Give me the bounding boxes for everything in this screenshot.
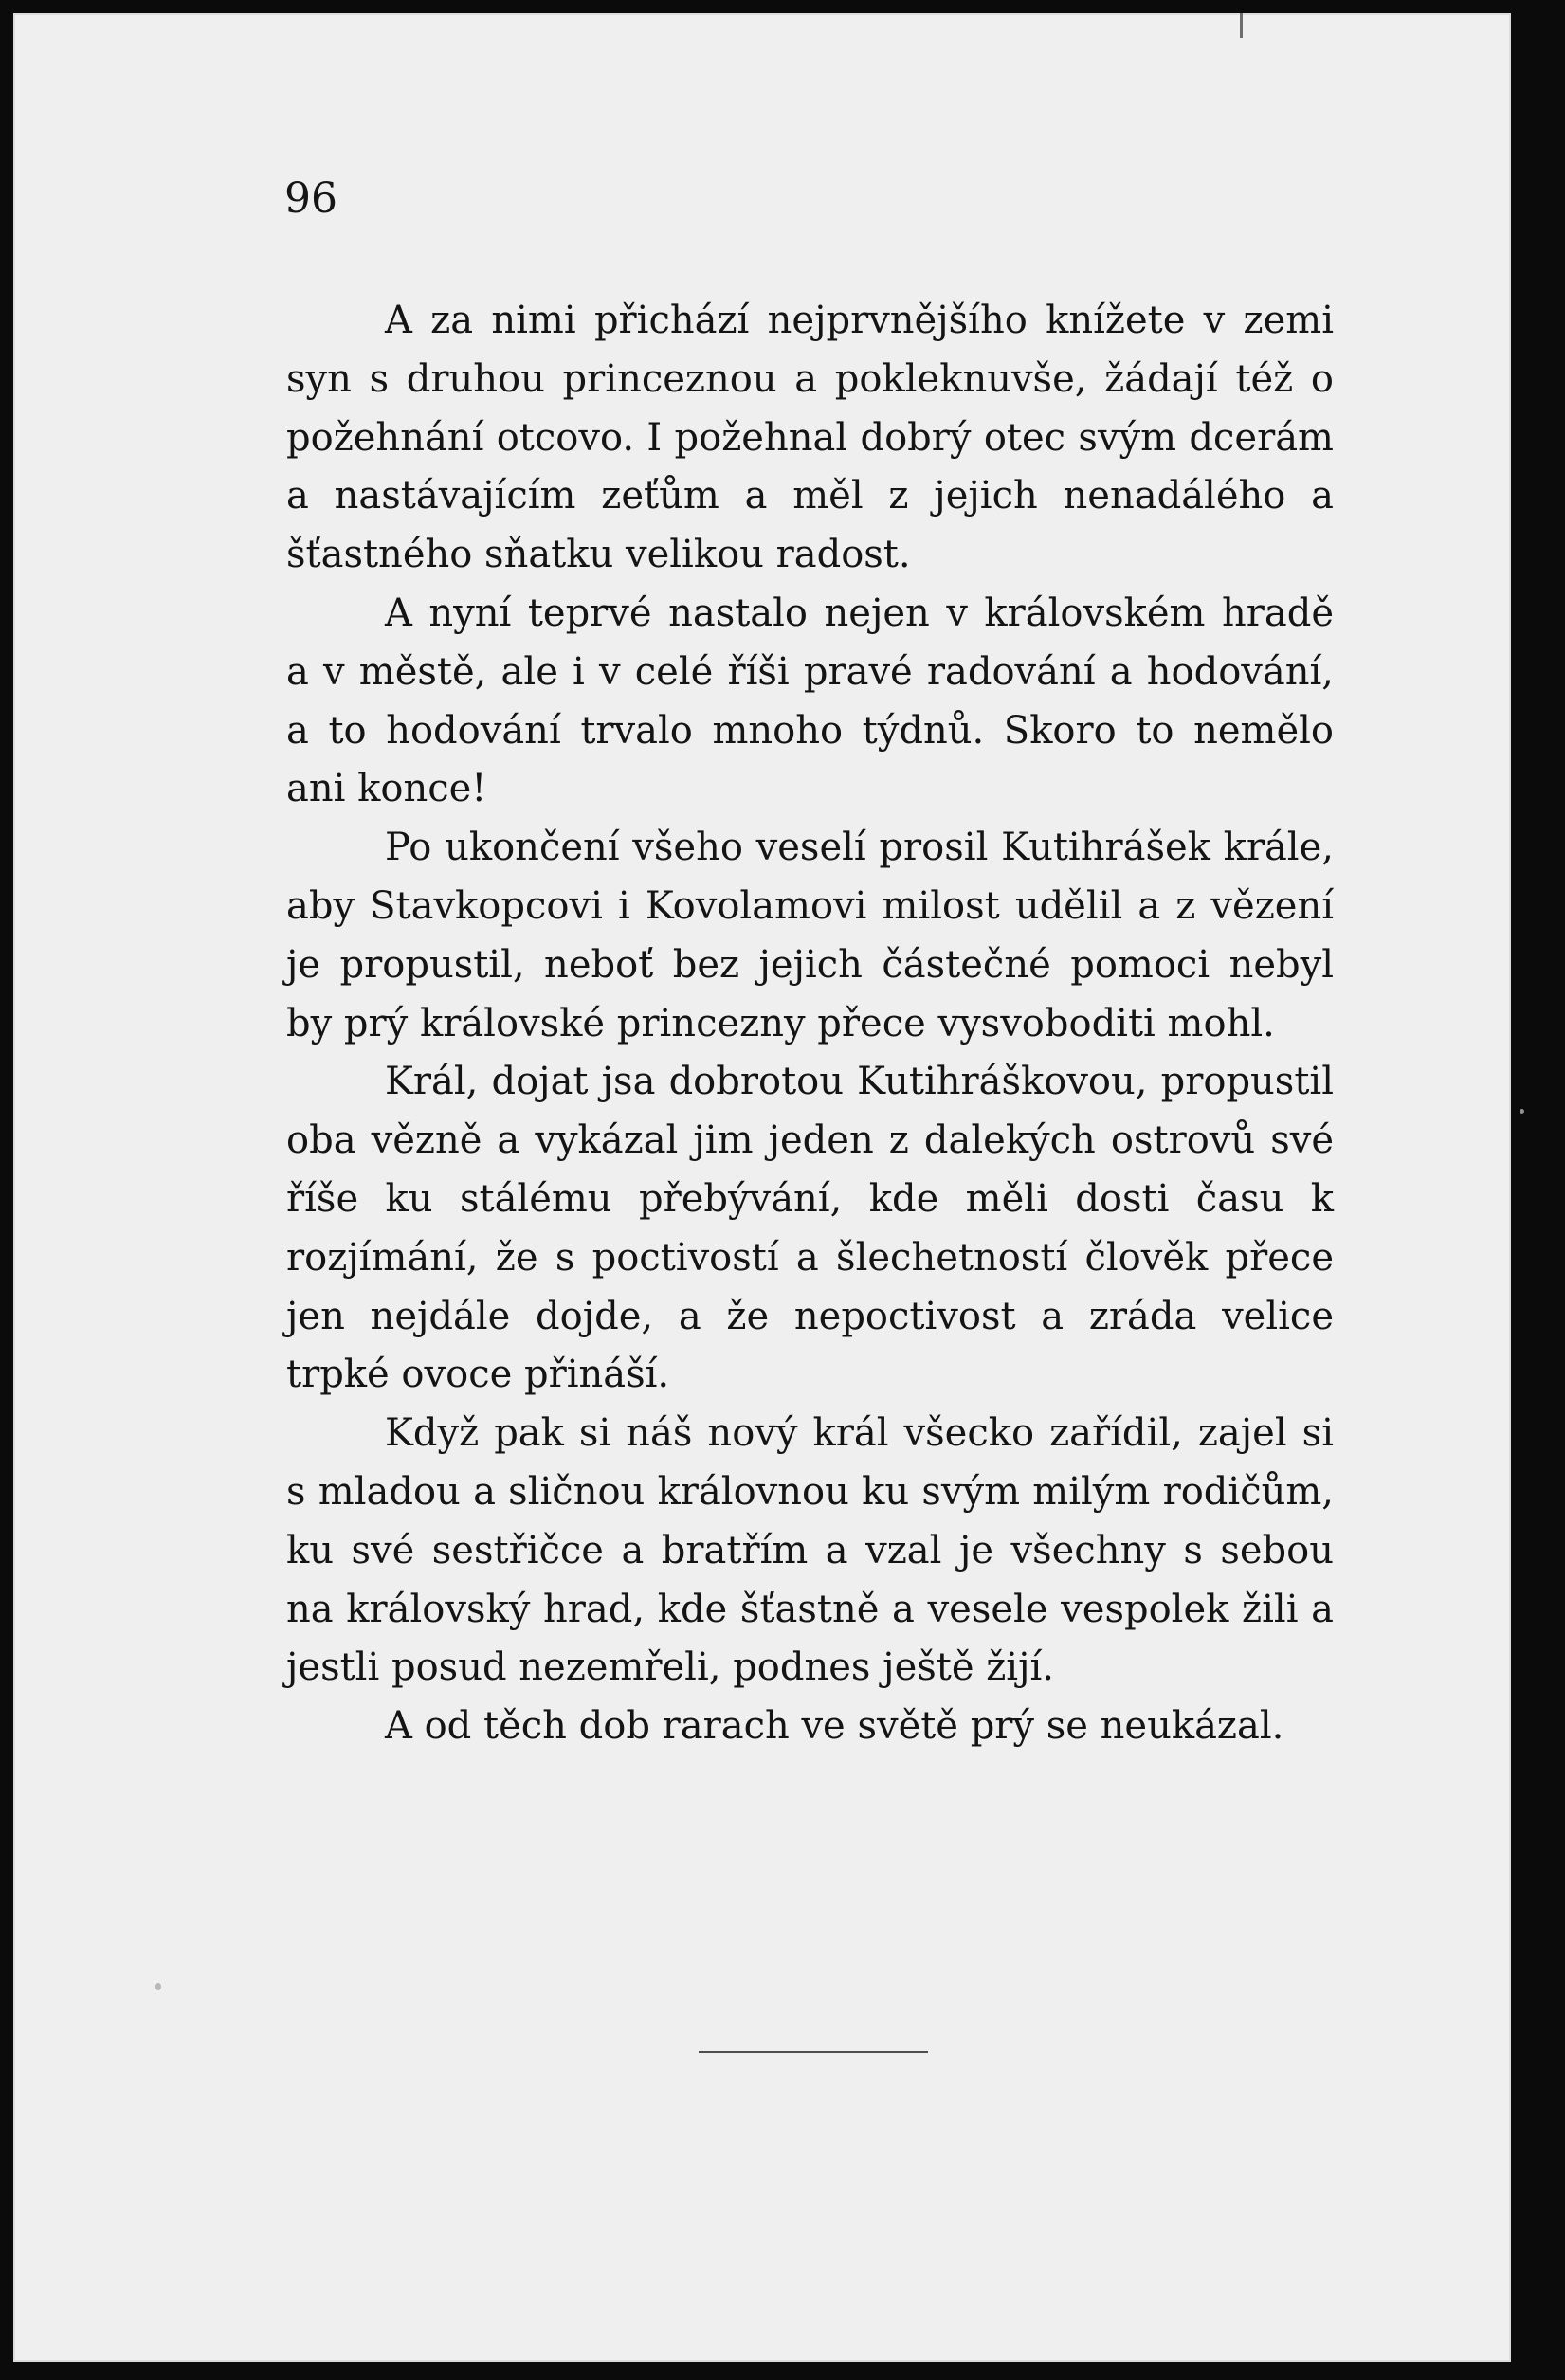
paragraph-6: A od těch dob rarach ve světě prý se neukázal.: [385, 1704, 1284, 1749]
paragraph-1: A za nimi přichází nejprvnějšího knížete v zemi syn s druhou princeznou a pokleknuvše, žádají též o požehnání otcovo. I požehnal dobrý otec svým dcerám a nastávajícím zeťům a měl z jejich nenadálého a šťastného sňatku velikou radost.: [286, 299, 1334, 577]
scan-speck: [155, 1983, 161, 1990]
page-number: 96: [284, 174, 337, 223]
closing-rule: [699, 2051, 928, 2053]
scan-speck: [1520, 1109, 1524, 1114]
paragraph-4: Král, dojat jsa dobrotou Kutihráškovou, propustil oba vězně a vykázal jim jeden z dalekých ostrovů své říše ku stálému přebývání, kde měli dosti času k rozjímání, že s poctivostí a šlechetností člověk přece jen nejdále dojde, a že nepoctivost a zráda velice trpké ovoce přináší.: [286, 1060, 1334, 1397]
paragraph-5: Když pak si náš nový král všecko zařídil, zajel si s mladou a sličnou královnou ku svým milým rodičům, ku své sestřičce a bratřím a vzal je všechny s sebou na královský hrad, kde šťastně a vesele vespolek žili a jestli posud nezemřeli, podnes ještě žijí.: [286, 1411, 1334, 1690]
paragraph-3: Po ukončení všeho veselí prosil Kutihrášek krále, aby Stavkopcovi i Kovolamovi milost udělil a z vězení je propustil, neboť bez jejich částečné pomoci nebyl by prý královské princezny přece vysvoboditi mohl.: [286, 826, 1334, 1045]
paragraph-2: A nyní teprvé nastalo nejen v královském hradě a v městě, ale i v celé říši pravé radování a hodování, a to hodování trvalo mnoho týdnů. Skoro to nemělo ani konce!: [286, 590, 1334, 811]
scan-border-right: [1511, 13, 1565, 2380]
page-text: [286, 292, 1334, 1756]
page-edge-mark: [1240, 13, 1243, 38]
